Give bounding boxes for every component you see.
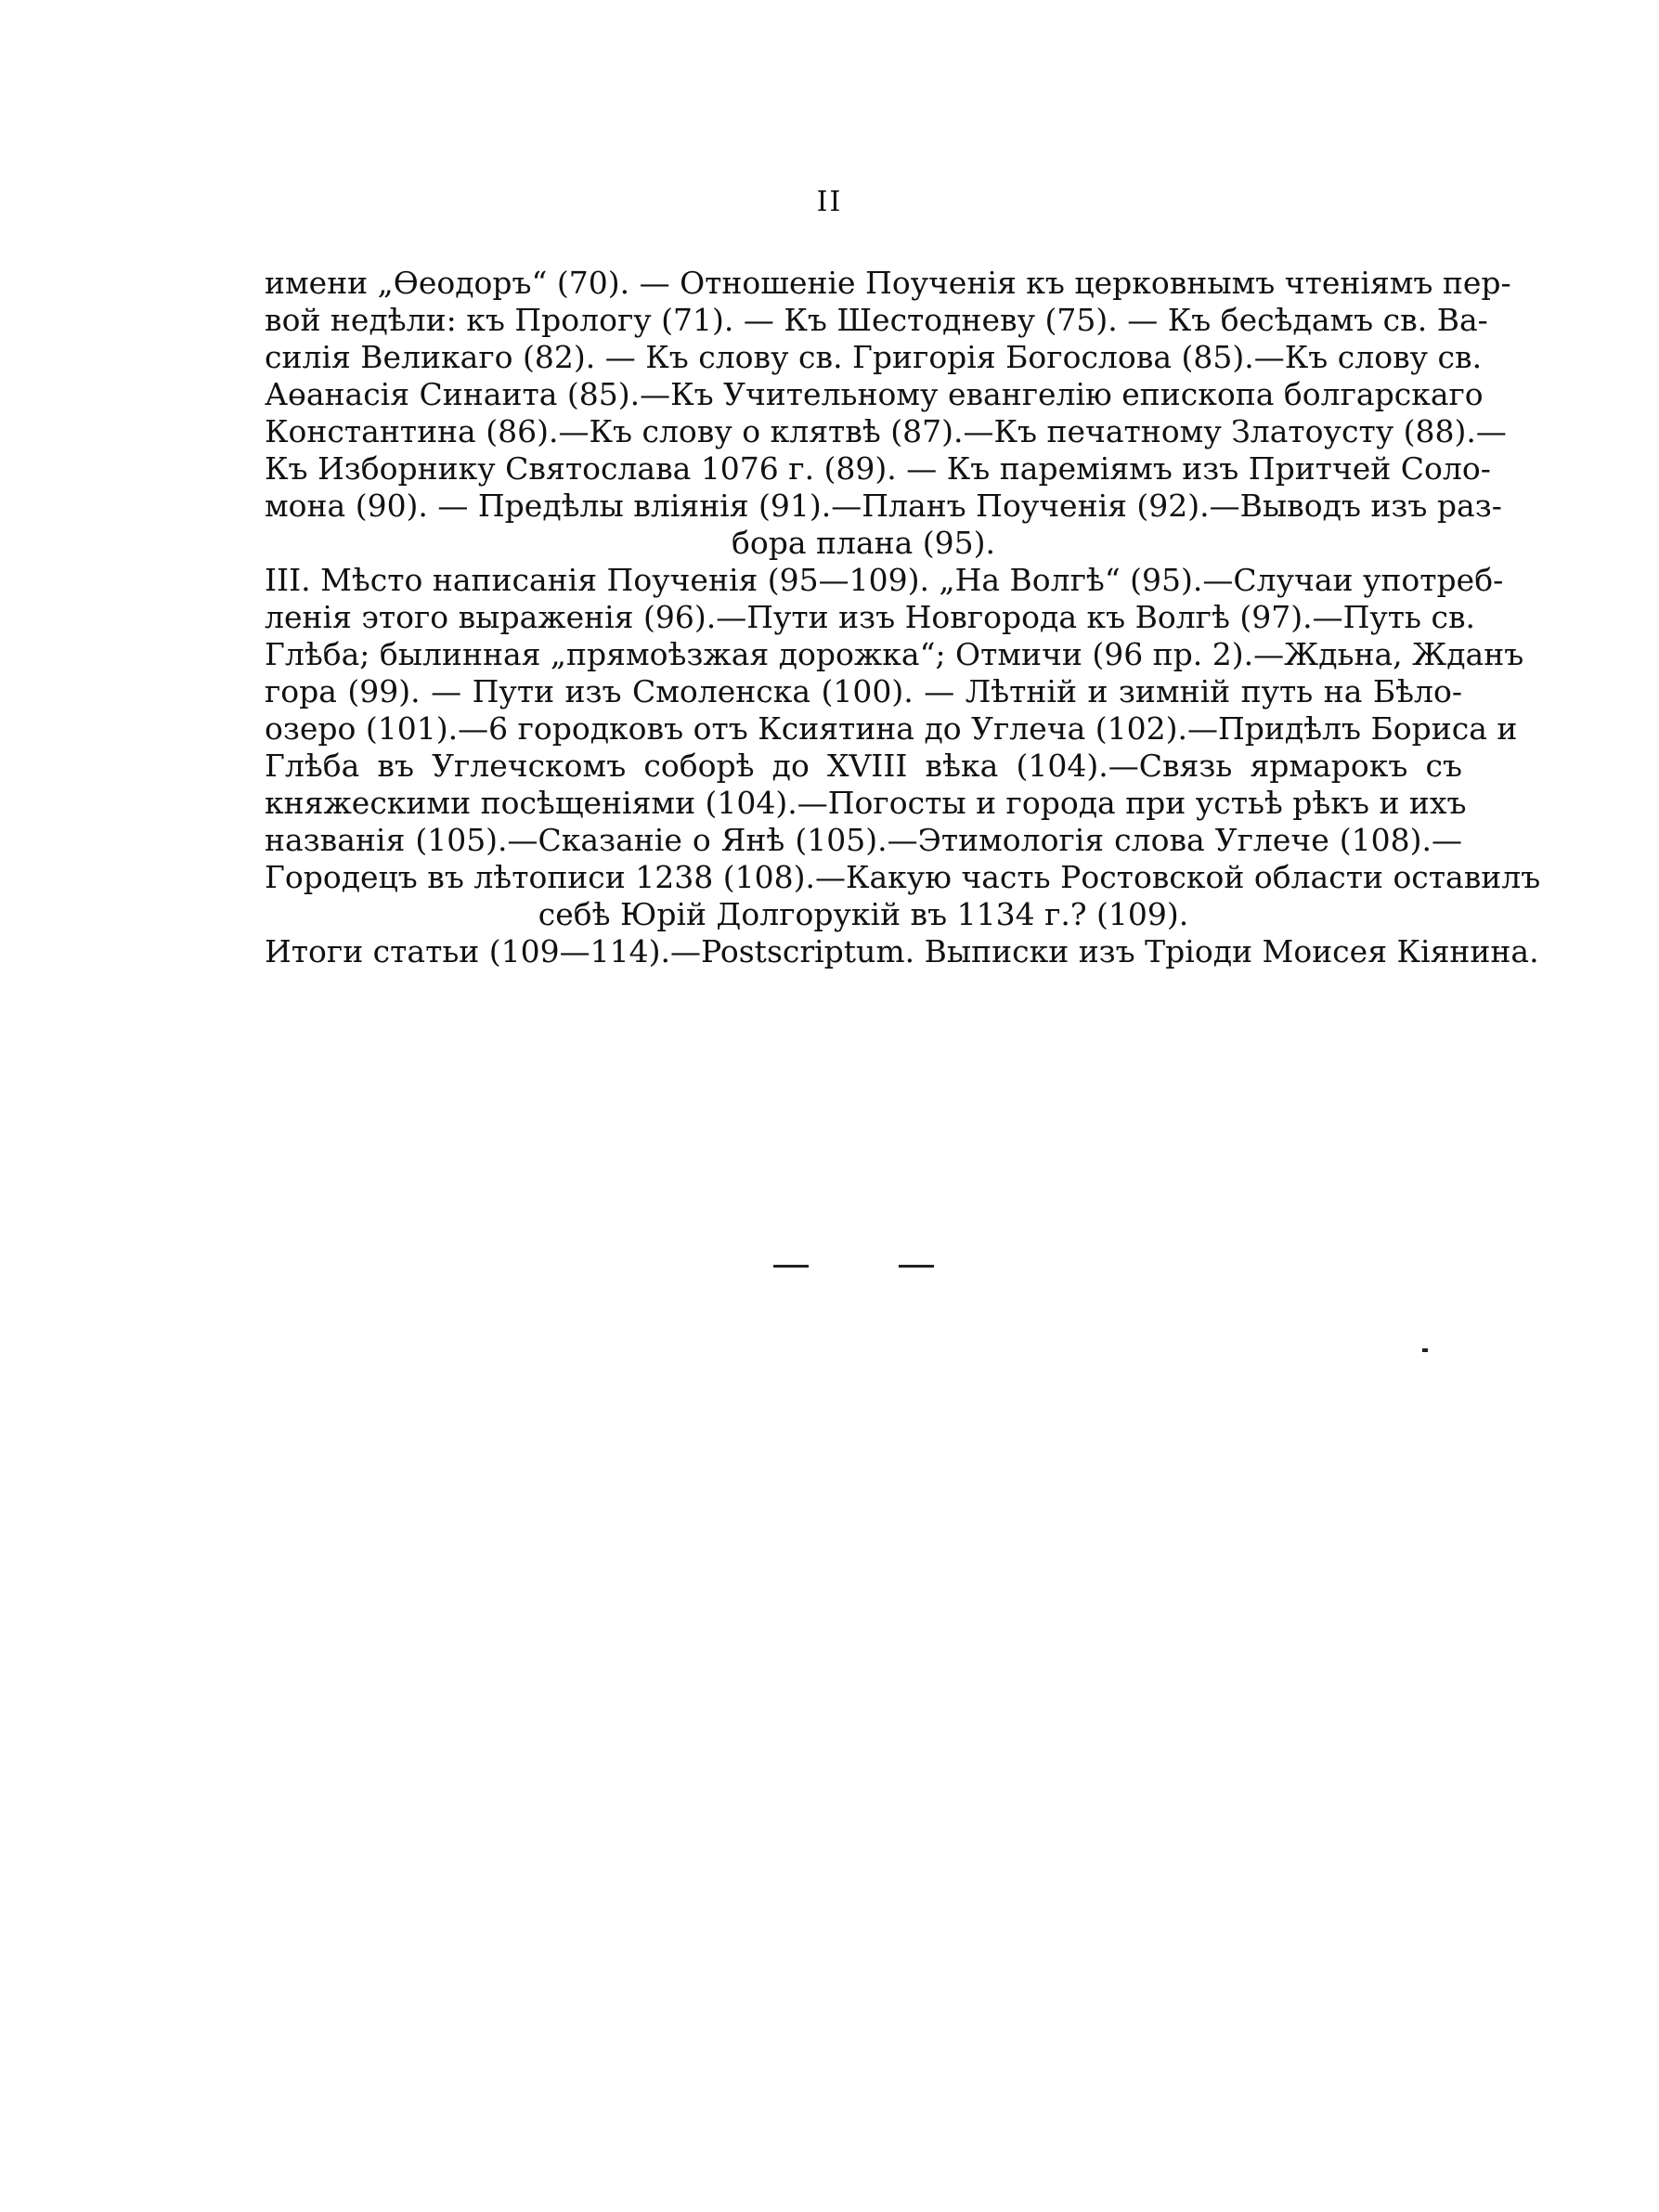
- page-number: II: [816, 186, 843, 218]
- toc-line: озеро (101).—6 городковъ отъ Ксиятина до Углеча (102).—Придѣлъ Бориса и: [265, 710, 1518, 747]
- toc-line: бора плана (95).: [731, 525, 996, 561]
- toc-section-heading-line: III. Мѣсто написанія Поученія (95—109). „На Волгѣ“ (95).—Случаи употреб-: [265, 562, 1504, 598]
- toc-line: Константина (86).—Къ слову о клятвѣ (87).—Къ печатному Златоусту (88).—: [265, 413, 1507, 449]
- toc-line: силія Великаго (82). — Къ слову св. Григорія Богослова (85).—Къ слову св.: [265, 339, 1483, 375]
- toc-line: княжескими посѣщеніями (104).—Погосты и города при устьѣ рѣкъ и ихъ: [265, 785, 1467, 821]
- toc-line: имени „Өеодоръ“ (70). — Отношеніе Поученія къ церковнымъ чтеніямъ пер-: [265, 265, 1511, 301]
- stray-mark: [1422, 1348, 1428, 1352]
- toc-line: Городецъ въ лѣтописи 1238 (108).—Какую часть Ростовской области оставилъ: [265, 859, 1541, 895]
- toc-line: ленія этого выраженія (96).—Пути изъ Новгорода къ Волгѣ (97).—Путь св.: [265, 599, 1476, 635]
- toc-line: себѣ Юрій Долгорукій въ 1134 г.? (109).: [538, 896, 1189, 932]
- toc-line: мона (90). — Предѣлы вліянія (91).—Планъ Поученія (92).—Выводъ изъ раз-: [265, 488, 1502, 524]
- end-rule-right: [899, 1265, 934, 1268]
- toc-line: Къ Изборнику Святослава 1076 г. (89). — Къ пареміямъ изъ Притчей Соло-: [265, 450, 1491, 487]
- toc-line: Аөанасія Синаита (85).—Къ Учительному евангелію епископа болгарскаго: [265, 376, 1484, 412]
- toc-line: названія (105).—Сказаніе о Янѣ (105).—Этимологія слова Углече (108).—: [265, 822, 1462, 858]
- toc-summary-line: Итоги статьи (109—114).—Postscriptum. Выписки изъ Тріоди Моисея Кіянина.: [265, 933, 1539, 969]
- toc-line: Глѣба; былинная „прямоѣзжая дорожка“; Отмичи (96 пр. 2).—Ждьна, Жданъ: [265, 636, 1524, 672]
- toc-line: вой недѣли: къ Прологу (71). — Къ Шестодневу (75). — Къ бесѣдамъ св. Ва-: [265, 302, 1488, 338]
- toc-line: Глѣба въ Углечскомъ соборѣ до XVIII вѣка (104).—Связь ярмарокъ съ: [265, 748, 1462, 784]
- table-of-contents-text: [265, 265, 1541, 970]
- end-rule-left: [773, 1265, 809, 1268]
- toc-line: гора (99). — Пути изъ Смоленска (100). — Лѣтній и зимній путь на Бѣло-: [265, 673, 1462, 709]
